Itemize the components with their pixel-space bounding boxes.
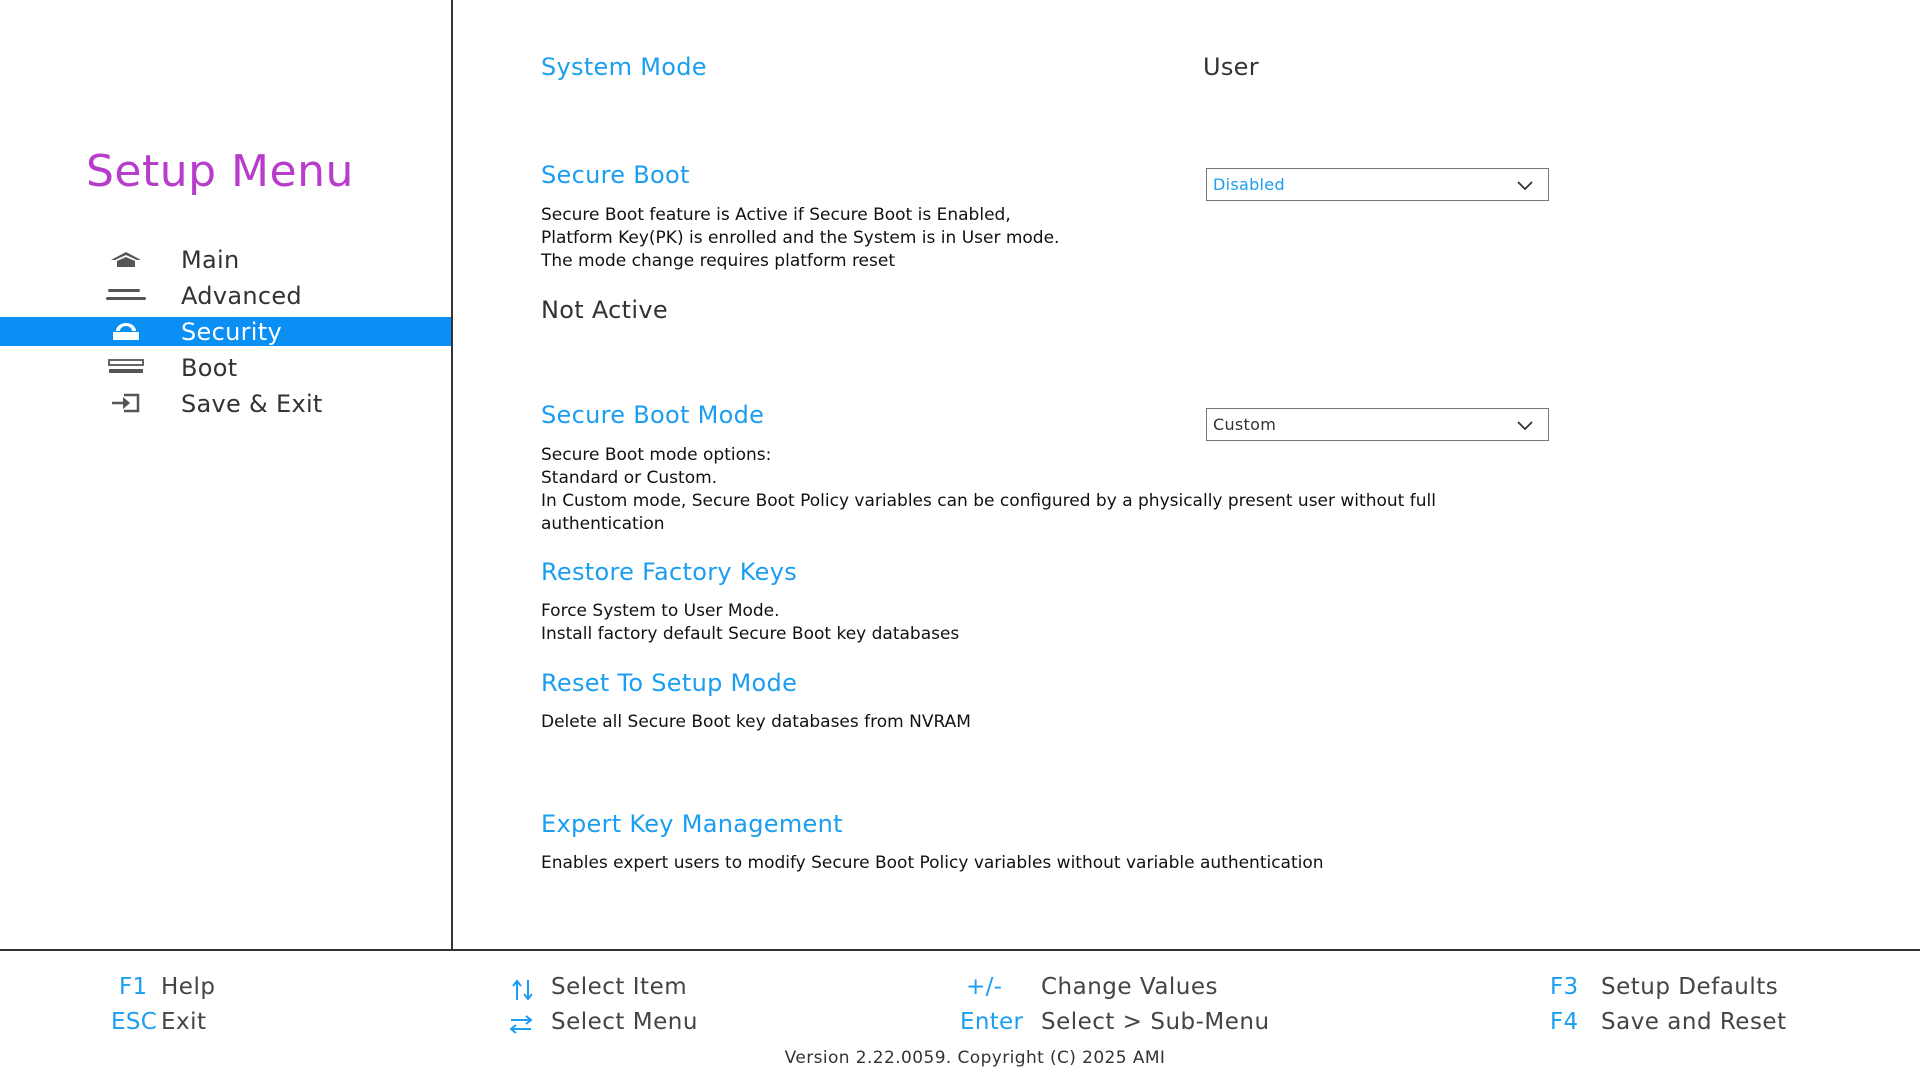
sidebar-item-label: Main xyxy=(181,245,240,274)
description-line: Install factory default Secure Boot key databases xyxy=(541,624,960,644)
secure-boot-mode-description xyxy=(541,444,1436,536)
description-line: authentication xyxy=(541,514,665,534)
description-line: Delete all Secure Boot key databases from NVRAM xyxy=(541,712,971,732)
sidebar-item-security[interactable] xyxy=(0,317,451,346)
esc-exit: Exit xyxy=(161,1009,207,1035)
sidebar-item-label: Security xyxy=(181,317,282,346)
sidebar-item-label: Boot xyxy=(181,353,238,382)
save-exit-icon xyxy=(104,391,148,415)
secure-boot-option[interactable]: Secure Boot xyxy=(541,161,690,189)
secure-boot-mode-select-value: Custom xyxy=(1213,415,1277,434)
up-down-arrows-icon xyxy=(510,978,536,1006)
sidebar-item-label: Advanced xyxy=(181,281,302,310)
description-line: Secure Boot mode options: xyxy=(541,445,772,465)
select-menu-hint: Select Menu xyxy=(551,1009,698,1035)
sidebar-item-save-exit[interactable] xyxy=(0,389,451,418)
description-line: Enables expert users to modify Secure Boot Policy variables without variable authentication xyxy=(541,853,1324,873)
save-reset-hint: Save and Reset xyxy=(1601,1009,1787,1035)
left-right-arrows-icon xyxy=(508,1013,534,1039)
f1-key: F1 xyxy=(119,974,148,1000)
advanced-icon xyxy=(104,283,148,307)
f1-help: Help xyxy=(161,974,216,1000)
secure-boot-mode-option[interactable]: Secure Boot Mode xyxy=(541,401,765,429)
reset-to-setup-mode-description xyxy=(541,711,971,734)
description-line: The mode change requires platform reset xyxy=(541,251,895,271)
sub-menu-hint: Select > Sub-Menu xyxy=(1041,1009,1270,1035)
change-values-hint: Change Values xyxy=(1041,974,1219,1000)
version-text: Version 2.22.0059. Copyright (C) 2025 AMI xyxy=(784,1048,1166,1068)
chevron-down-icon xyxy=(1516,417,1534,431)
secure-boot-select-value: Disabled xyxy=(1213,175,1285,194)
expert-key-management-description xyxy=(541,852,1324,875)
expert-key-management-option[interactable]: Expert Key Management xyxy=(541,810,843,838)
chevron-down-icon xyxy=(1516,177,1534,191)
footer-divider xyxy=(0,949,1920,951)
sidebar-item-main[interactable] xyxy=(0,245,451,274)
description-line: Force System to User Mode. xyxy=(541,601,780,621)
f3-key: F3 xyxy=(1550,974,1579,1000)
boot-icon xyxy=(104,355,148,379)
sidebar-item-advanced[interactable] xyxy=(0,281,451,310)
reset-to-setup-mode-option[interactable]: Reset To Setup Mode xyxy=(541,669,798,697)
secure-boot-description xyxy=(541,204,1059,273)
description-line: Secure Boot feature is Active if Secure Boot is Enabled, xyxy=(541,205,1011,225)
esc-key: ESC xyxy=(111,1009,158,1035)
description-line: Standard or Custom. xyxy=(541,468,718,488)
system-mode-value: User xyxy=(1203,53,1259,81)
sidebar-nav xyxy=(0,245,451,425)
restore-factory-keys-option[interactable]: Restore Factory Keys xyxy=(541,558,798,586)
select-item-hint: Select Item xyxy=(551,974,688,1000)
sidebar-item-label: Save & Exit xyxy=(181,389,323,418)
f4-key: F4 xyxy=(1550,1009,1579,1035)
sidebar-item-boot[interactable] xyxy=(0,353,451,382)
system-mode-label: System Mode xyxy=(541,53,707,81)
secure-boot-select[interactable] xyxy=(1206,168,1549,201)
secure-boot-mode-select[interactable] xyxy=(1206,408,1549,441)
secure-boot-status: Not Active xyxy=(541,296,668,324)
sidebar-title: Setup Menu xyxy=(86,146,354,197)
plus-minus-key: +/- xyxy=(966,974,1003,1000)
setup-defaults-hint: Setup Defaults xyxy=(1601,974,1779,1000)
home-icon xyxy=(104,247,148,271)
sidebar xyxy=(0,0,453,949)
enter-key: Enter xyxy=(960,1009,1024,1035)
security-icon xyxy=(104,319,148,343)
description-line: In Custom mode, Secure Boot Policy variables can be configured by a physically present user without full xyxy=(541,491,1436,511)
restore-factory-keys-description xyxy=(541,600,959,646)
description-line: Platform Key(PK) is enrolled and the System is in User mode. xyxy=(541,228,1060,248)
